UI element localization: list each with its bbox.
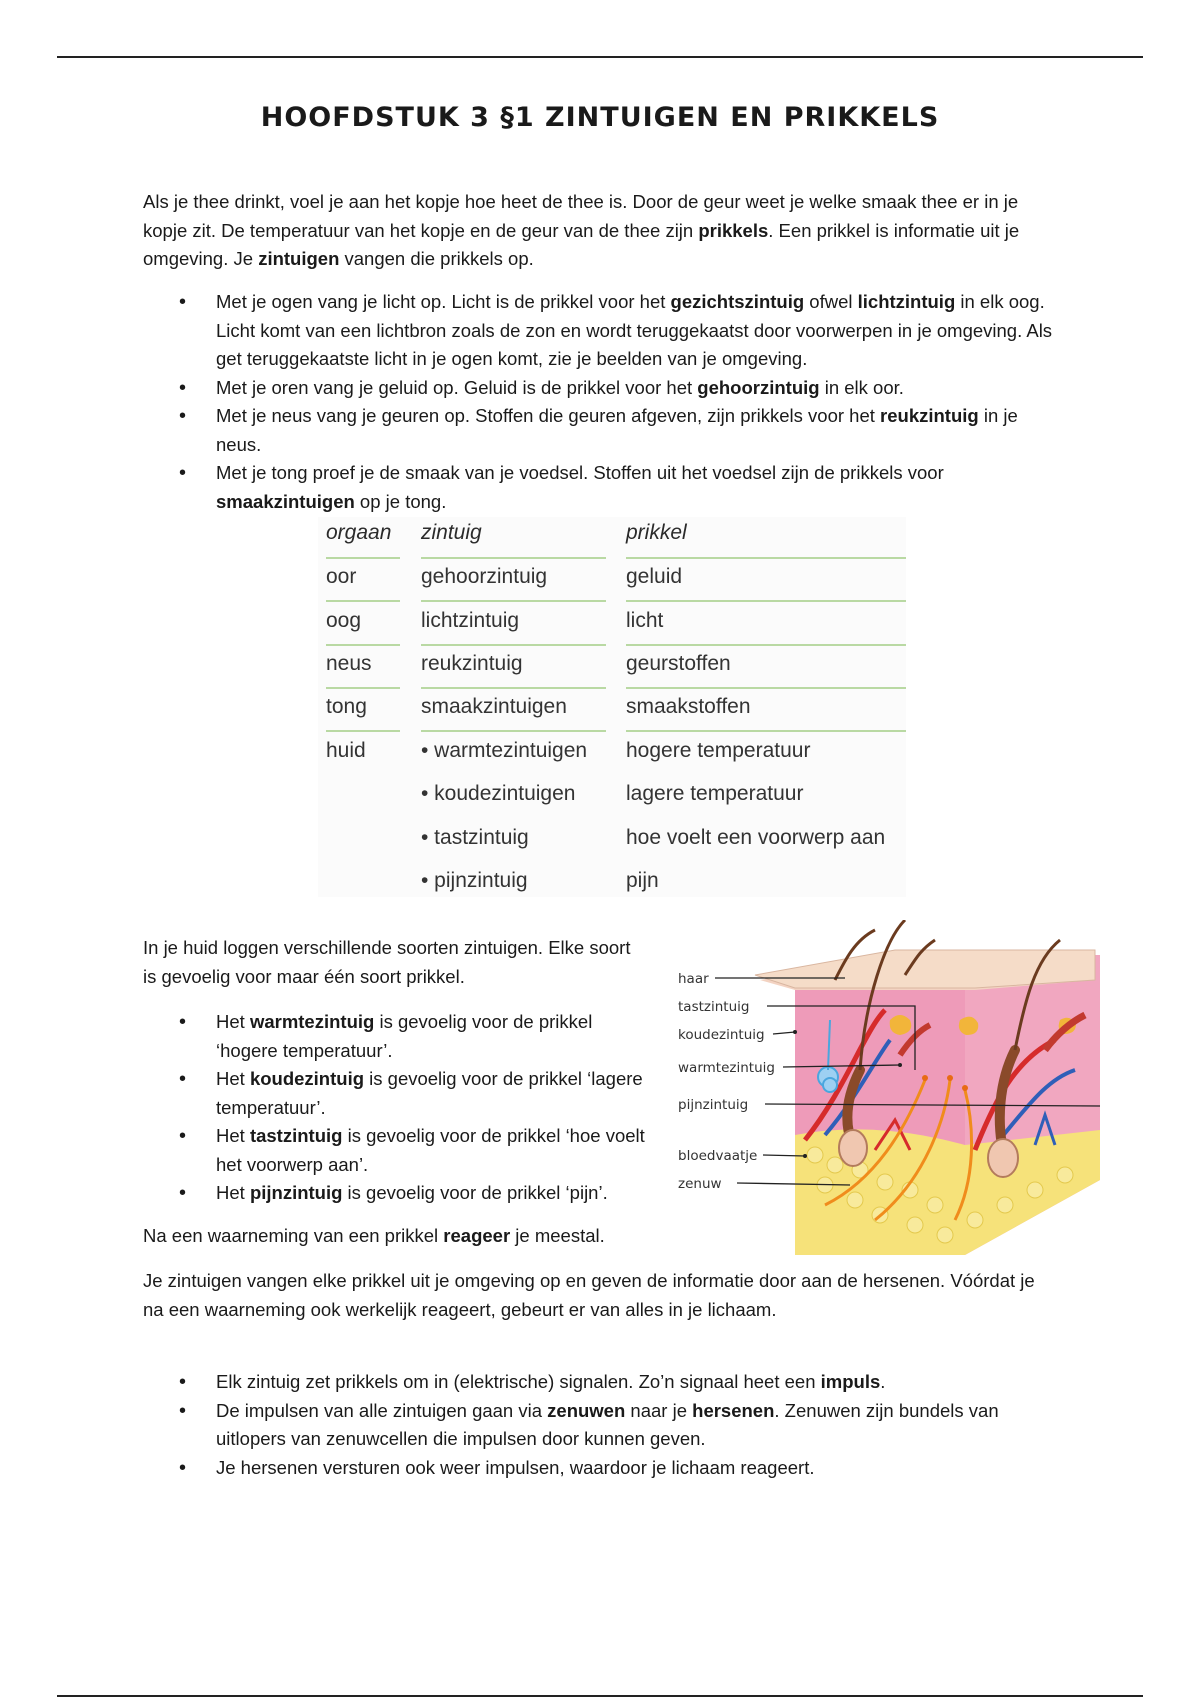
table-cell: • pijnzintuig — [421, 869, 528, 892]
table-cell: smaakzintuigen — [421, 695, 567, 718]
table-cell: lagere temperatuur — [626, 782, 804, 805]
table-cell: oog — [326, 609, 362, 632]
list-item: • Met je tong proef je de smaak van je voedsel. Stoffen uit het voedsel zijn de prikkels voor smaakzintuigen op je tong. — [143, 459, 1055, 516]
list-item: • Elk zintuig zet prikkels om in (elektrische) signalen. Zo’n signaal heet een impuls. — [143, 1368, 1053, 1397]
table-cell: smaakstoffen — [626, 695, 751, 718]
react-paragraph: Na een waarneming van een prikkel reageer je meestal. — [143, 1225, 605, 1246]
table-cell: • koudezintuigen — [421, 782, 576, 805]
label-haar: haar — [678, 971, 709, 987]
list-item: • Het tastzintuig is gevoelig voor de prikkel ‘hoe voelt het voorwerp aan’. — [143, 1122, 653, 1179]
table-cell: • warmtezintuigen — [421, 739, 588, 762]
table-cell: gehoorzintuig — [421, 565, 548, 588]
bottom-rule — [57, 1695, 1143, 1697]
label-warmtezintuig: warmtezintuig — [678, 1060, 775, 1076]
senses-table — [318, 517, 906, 897]
top-rule — [57, 56, 1143, 58]
impulse-list — [143, 1368, 1053, 1482]
table-cell: • tastzintuig — [421, 826, 529, 849]
table-header-orgaan: orgaan — [326, 521, 392, 544]
list-item: • Het koudezintuig is gevoelig voor de prikkel ‘lagere temperatuur’. — [143, 1065, 653, 1122]
table-cell: tong — [326, 695, 367, 718]
skin-diagram — [675, 920, 1105, 1260]
intro-paragraph: Als je thee drinkt, voel je aan het kopje hoe heet de thee is. Door de geur weet je welke smaak thee er in je kopje zit. De temperatuur van het kopje en de geur van de thee zijn prikkels. Een prikkel is informatie uit je omgeving. Je zintuigen vangen die prikkels op. — [143, 191, 1020, 269]
table-cell: lichtzintuig — [421, 609, 520, 632]
table-header-zintuig: zintuig — [421, 521, 482, 544]
table-cell: hogere temperatuur — [626, 739, 811, 762]
table-cell: pijn — [626, 869, 659, 892]
list-item: • Met je ogen vang je licht op. Licht is de prikkel voor het gezichtszintuig ofwel lichtzintuig in elk oog. Licht komt van een lichtbron zoals de zon en wordt teruggekaatst door voorwerpen in je omgeving. Als get teruggekaatste licht in je ogen komt, zie je beelden van je omgeving. — [143, 288, 1055, 374]
table-cell: huid — [326, 739, 366, 762]
nerves-intro-paragraph: Je zintuigen vangen elke prikkel uit je omgeving op en geven de informatie door aan de hersenen. Vóórdat je na een waarneming ook werkelijk reageert, gebeurt er van alles in je lichaam. — [143, 1270, 1035, 1320]
list-item: • De impulsen van alle zintuigen gaan via zenuwen naar je hersenen. Zenuwen zijn bundels van uitlopers van zenuwcellen die impulsen door kunnen geven. — [143, 1397, 1053, 1454]
table-cell: oor — [326, 565, 357, 588]
list-item: • Met je neus vang je geuren op. Stoffen die geuren afgeven, zijn prikkels voor het reukzintuig in je neus. — [143, 402, 1055, 459]
list-item: • Je hersenen versturen ook weer impulsen, waardoor je lichaam reageert. — [143, 1454, 1053, 1483]
label-pijnzintuig: pijnzintuig — [678, 1097, 749, 1113]
table-header-prikkel: prikkel — [626, 521, 687, 544]
label-koudezintuig: koudezintuig — [678, 1027, 765, 1043]
table-cell: licht — [626, 609, 664, 632]
label-bloedvaatje: bloedvaatje — [678, 1148, 758, 1164]
list-item: • Met je oren vang je geluid op. Geluid is de prikkel voor het gehoorzintuig in elk oor. — [143, 374, 1055, 403]
skin-senses-list — [143, 1008, 653, 1208]
table-cell: reukzintuig — [421, 652, 523, 675]
page-title: HOOFDSTUK 3 §1 ZINTUIGEN EN PRIKKELS — [260, 102, 940, 133]
table-cell: neus — [326, 652, 372, 675]
skin-intro-paragraph: In je huid loggen verschillende soorten zintuigen. Elke soort is gevoelig voor maar één soort prikkel. — [143, 937, 631, 987]
senses-list — [143, 288, 1055, 516]
list-item: • Het warmtezintuig is gevoelig voor de prikkel ‘hogere temperatuur’. — [143, 1008, 653, 1065]
table-cell: hoe voelt een voorwerp aan — [626, 826, 886, 849]
label-zenuw: zenuw — [678, 1176, 722, 1192]
label-tastzintuig: tastzintuig — [678, 999, 750, 1015]
table-cell: geurstoffen — [626, 652, 731, 675]
table-cell: geluid — [626, 565, 683, 588]
list-item: • Het pijnzintuig is gevoelig voor de prikkel ‘pijn’. — [143, 1179, 653, 1208]
